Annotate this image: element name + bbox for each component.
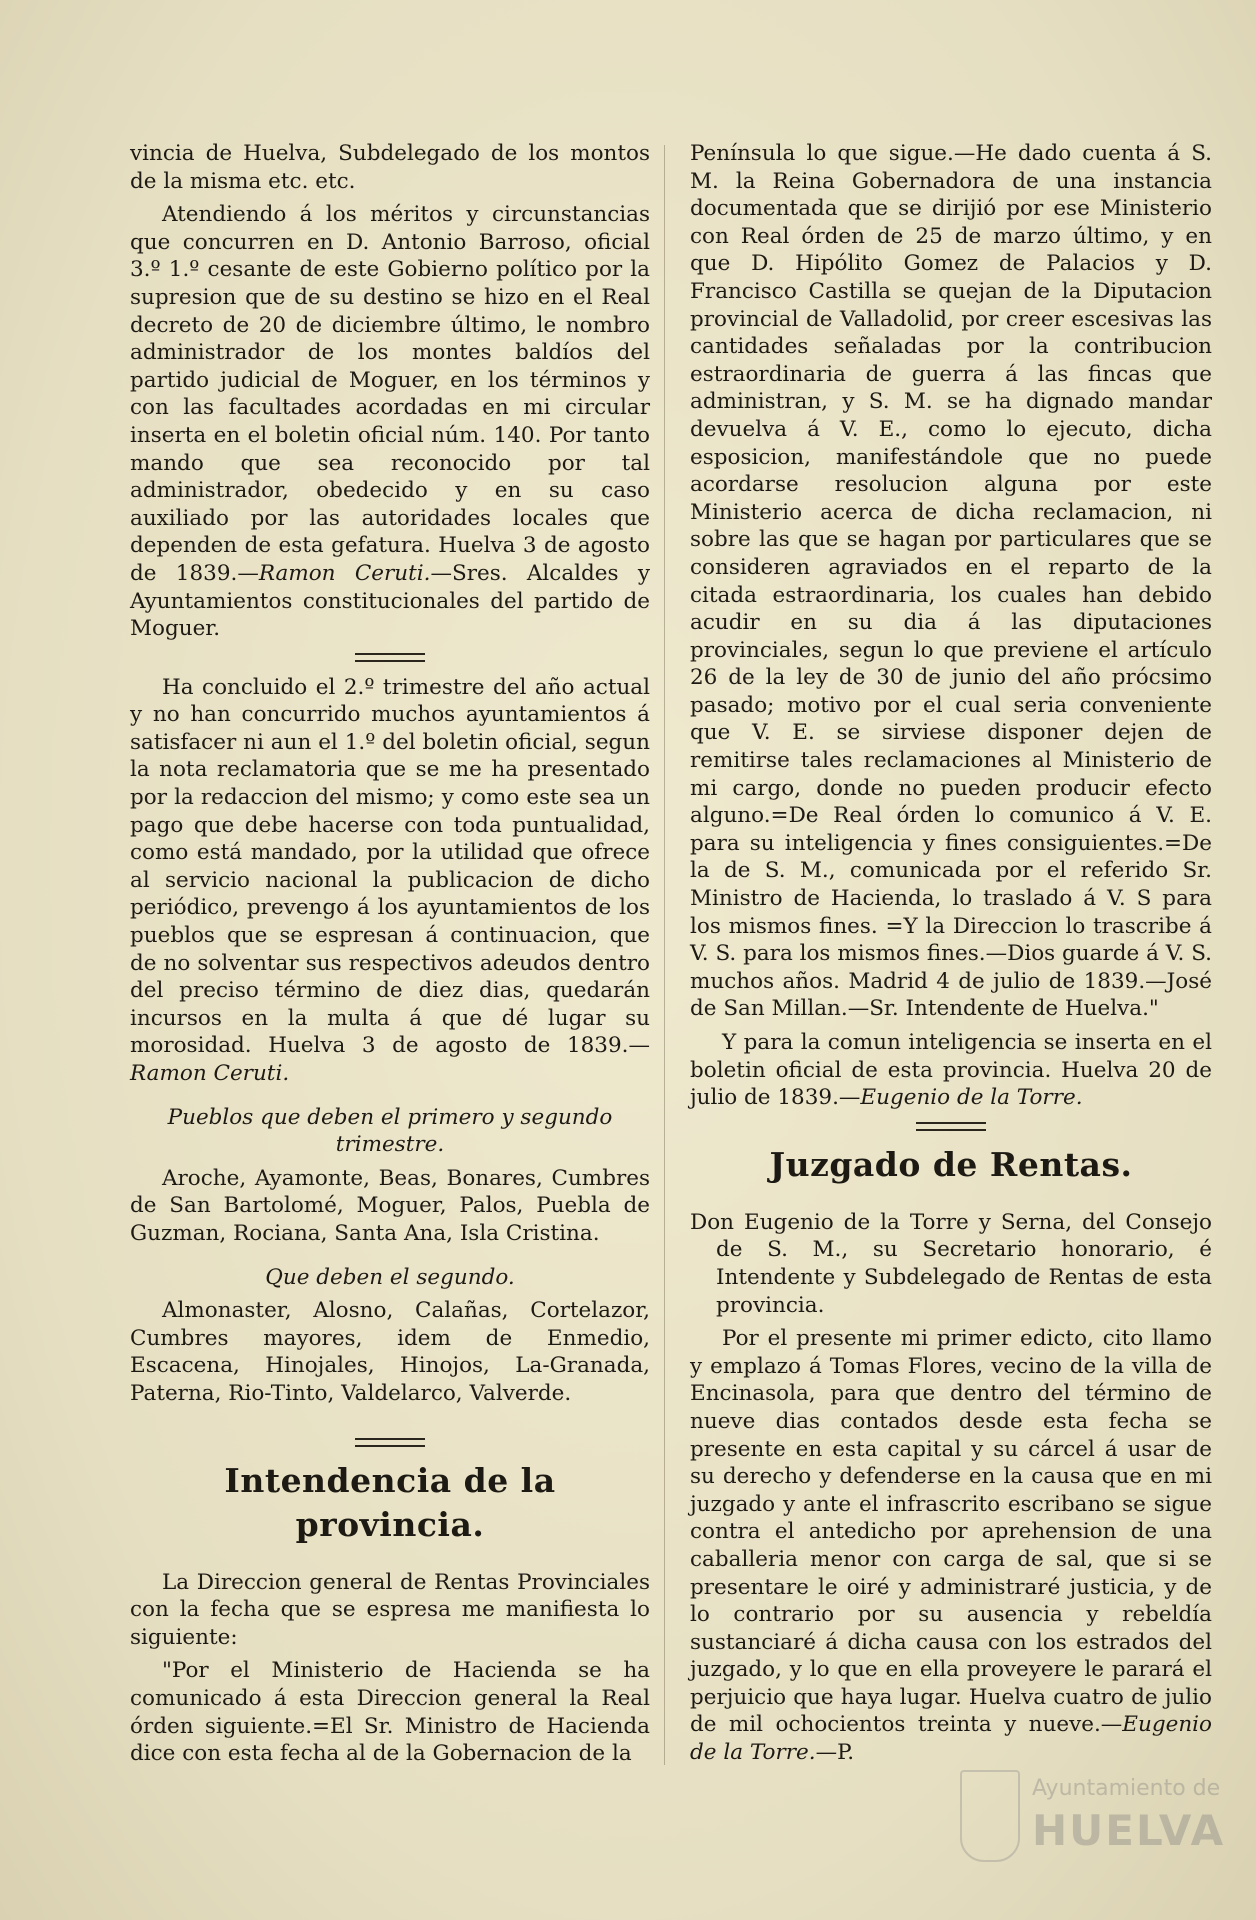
column-divider bbox=[664, 145, 665, 1765]
notice-text: Ha concluido el 2.º trimestre del año actual y no han concurrido muchos ayuntamientos á satisfacer ni aun el 1.º del boletin oficial, segun la nota reclamatoria que se me ha presentado por la redaccion del mismo; y como este sea un pago que debe hacerse con toda puntualidad, como está mandado, por la utilidad que ofrece al servicio nacional la publicacion de dicho periódico, prevengo á los ayuntamientos de los pueblos que se espresan á continuacion, que de no solventar sus respectivos adeudos dentro del preciso término de diez dias, quedarán incursos en la multa á que dé lugar su morosidad. Huelva 3 de agosto de 1839.— bbox=[130, 674, 650, 1059]
quote-continuation: Península lo que sigue.—He dado cuenta á S. M. la Reina Gobernadora de una instancia documentada que se dirijió por ese Ministerio con Real órden de 25 de marzo último, y en que D. Hipólito Gomez de Palacios y D. Francisco Castilla se quejan de la Diputacion provincial de Valladolid, por creer escesivas las cantidades señaladas por la contribucion estraordinaria de guerra á las fincas que administran, y S. M. se ha dignado mandar devuelva á V. E., como lo ejecuto, dicha esposicion, manifestándole que no puede acordarse resolucion alguna por este Ministerio acerca de dicha reclamacion, ni sobre las que se hagan por particulares que se consideren agraviados en el reparto de la citada estraordinaria, los cuales han debido acudir en su dia á las diputaciones provinciales, segun lo que previene el artículo 26 de la ley de 30 de junio del año prócsimo pasado; motivo por el cual seria conveniente que V. E. se sirviese disponer dejen de remitirse tales reclamaciones al Ministerio de mi cargo, donde no pueden producir efecto alguno.=De Real órden lo comunico á V. E. para su inteligencia y fines consiguientes.=De la de S. M., comunicada por el referido Sr. Ministro de Hacienda, lo traslado á V. S para los mismos fines. =Y la Direccion lo trascribe á V. S. para los mismos fines.—Dios guarde á V. S. muchos años. Madrid 4 de julio de 1839.—José de San Millan.—Sr. Intendente de Huelva." bbox=[690, 141, 1212, 1022]
watermark-line1: Ayuntamiento de bbox=[1032, 1776, 1221, 1801]
publication-note-text: Y para la comun inteligencia se inserta en el boletin oficial de esta provincia. Huelva 20 de julio de 1839.— bbox=[690, 1030, 1212, 1111]
right-column bbox=[690, 140, 1212, 1773]
appointment-text: Atendiendo á los méritos y circunstancias que concurren en D. Antonio Barroso, oficial 3.º 1.º cesante de este Gobierno político por la supresion que de su destino se hizo en el Real decreto de 20 de diciembre último, le nombro administrador de los montes baldíos del partido judicial de Moguer, en los términos y con las facultades acordadas en mi circular inserta en el boletin oficial núm. 140. Por tanto mando que sea reconocido por tal administrador, obedecido y en su caso auxiliado por las autoridades locales que dependen de esta gefatura. Huelva 3 de agosto de 1839.— bbox=[130, 202, 650, 586]
direccion-intro: La Direccion general de Rentas Provinciales con la fecha que se espresa me manifiesta lo siguiente: bbox=[130, 1569, 650, 1650]
towns-first-second: Aroche, Ayamonte, Beas, Bonares, Cumbres de San Bartolomé, Moguer, Palos, Puebla de Guzman, Rociana, Santa Ana, Isla Cristina. bbox=[130, 1165, 650, 1246]
publication-note bbox=[690, 1029, 1212, 1112]
separator bbox=[355, 1438, 425, 1447]
intro-fragment: vincia de Huelva, Subdelegado de los montos de la misma etc. etc. bbox=[130, 141, 650, 194]
notice-paragraph bbox=[130, 674, 650, 1088]
appointment-signature: Ramon Ceruti. bbox=[258, 560, 431, 586]
coat-of-arms-icon bbox=[960, 1770, 1020, 1862]
publication-signature: Eugenio de la Torre. bbox=[860, 1085, 1083, 1111]
watermark-line2: HUELVA bbox=[1032, 1806, 1226, 1855]
notice-signature: Ramon Ceruti. bbox=[130, 1061, 290, 1086]
section-title-intendencia: Intendencia de la provincia. bbox=[224, 1460, 556, 1544]
heading-first-second-quarter: Pueblos que deben el primero y segundo trimestre. bbox=[167, 1104, 613, 1158]
edict-paragraph bbox=[690, 1325, 1212, 1767]
judge-intro: Don Eugenio de la Torre y Serna, del Consejo de S. M., su Secretario honorario, é Intendente y Subdelegado de Rentas de esta provincia. bbox=[690, 1209, 1212, 1318]
direccion-quote-start: "Por el Ministerio de Hacienda se ha comunicado á esta Direccion general la Real órden siguiente.=El Sr. Ministro de Hacienda dice con esta fecha al de la Gobernacion de la bbox=[130, 1658, 650, 1767]
edict-signature: Eugenio de la Torre. bbox=[690, 1712, 1212, 1766]
edict-tail: —P. bbox=[815, 1740, 855, 1766]
separator bbox=[355, 653, 425, 662]
towns-second: Almonaster, Alosno, Calañas, Cortelazor, Cumbres mayores, idem de Enmedio, Escacena, Hinojales, Hinojos, La-Granada, Paterna, Rio-Tinto, Valdelarco, Valverde. bbox=[130, 1298, 650, 1406]
watermark bbox=[960, 1770, 1226, 1860]
heading-second-quarter: Que deben el segundo. bbox=[265, 1264, 515, 1290]
edict-text: Por el presente mi primer edicto, cito llamo y emplazo á Tomas Flores, vecino de la villa de Encinasola, para que dentro del término de nueve dias contados desde esta fecha se presente en esta capital y su cárcel á usar de su derecho y defenderse en la causa que en mi juzgado y ante el infrascrito escribano se sigue contra el antedicho por aprehension de una caballeria menor con carga de sal, que si se presentare le oiré y administraré justicia, y de lo contrario por su ausencia y rebeldía sustanciaré á dicha causa con los estrados del juzgado, y lo que en ella proveyere le parará el perjuicio que haya lugar. Huelva cuatro de julio de mil ochocientos treinta y nueve.— bbox=[690, 1326, 1212, 1738]
appointment-paragraph bbox=[130, 201, 650, 643]
appointment-recipients: —Sres. Alcaldes y Ayuntamientos constitucionales del partido de Moguer. bbox=[130, 560, 650, 642]
section-title-juzgado: Juzgado de Rentas. bbox=[769, 1144, 1133, 1184]
separator bbox=[916, 1122, 986, 1131]
left-column bbox=[130, 140, 650, 1774]
